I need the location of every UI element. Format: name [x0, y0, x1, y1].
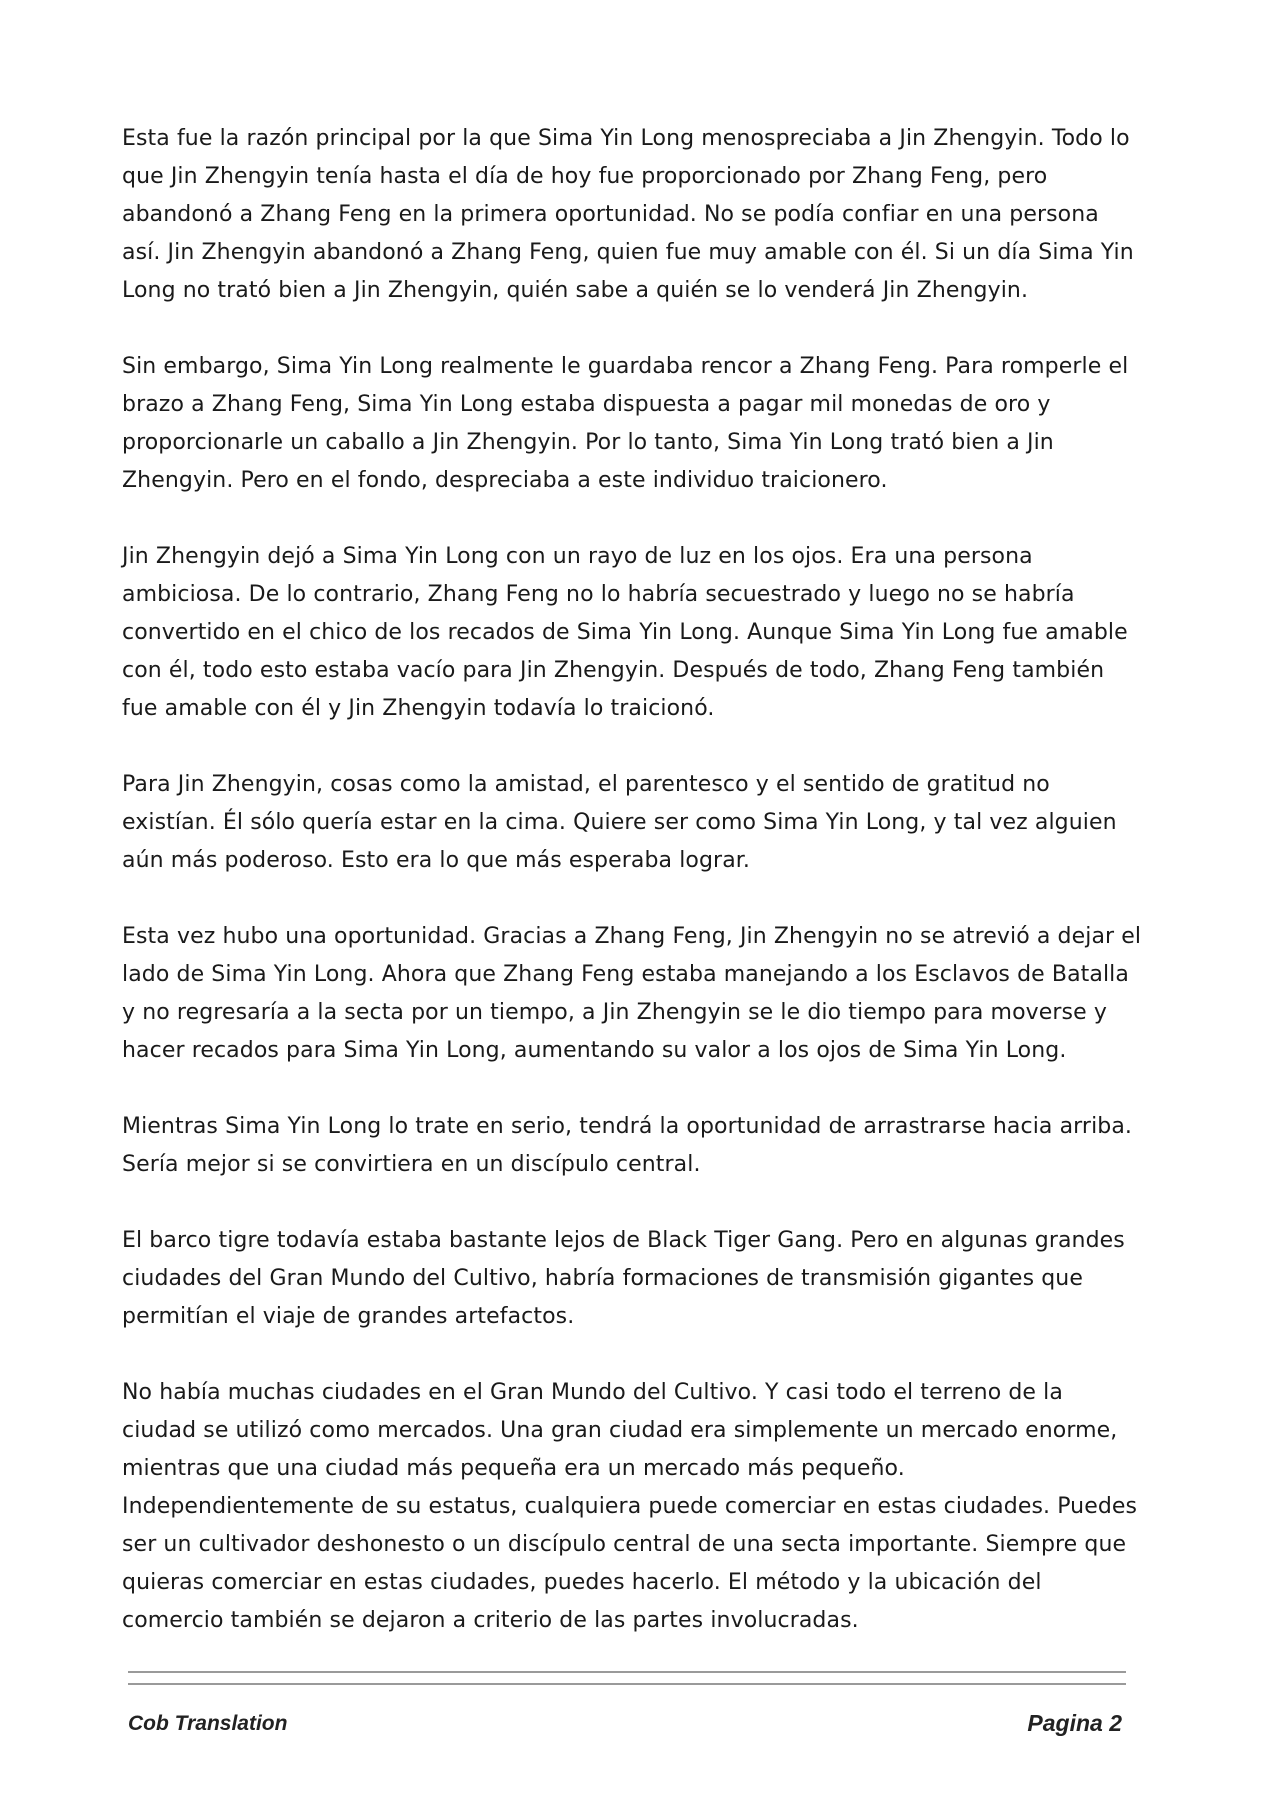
footer-translator-name: Cob Translation [128, 1712, 288, 1735]
paragraph: Esta vez hubo una oportunidad. Gracias a Zhang Feng, Jin Zhengyin no se atrevió a dejar el lado de Sima Yin Long. Ahora que Zhang Feng estaba manejando a los Esclavos de Batalla y no regresaría a la secta por un tiempo, a Jin Zhengyin se le dio tiempo para moverse y hacer recados para Sima Yin Long, aumentando su valor a los ojos de Sima Yin Long. [122, 924, 1142, 1063]
paragraph: No había muchas ciudades en el Gran Mundo del Cultivo. Y casi todo el terreno de la ciudad se utilizó como mercados. Una gran ciudad era simplemente un mercado enorme, mientras que una ciudad más pequeña era un mercado más pequeño. Independientemente de su estatus, cualquiera puede comerciar en estas ciudades. Puedes ser un cultivador deshonesto o un discípulo central de una secta importante. Siempre que quieras comerciar en estas ciudades, puedes hacerlo. El método y la ubicación del comercio también se dejaron a criterio de las partes involucradas. [122, 1380, 1138, 1633]
paragraph: Sin embargo, Sima Yin Long realmente le guardaba rencor a Zhang Feng. Para romperle el brazo a Zhang Feng, Sima Yin Long estaba dispuesta a pagar mil monedas de oro y proporcionarle un caballo a Jin Zhengyin. Por lo tanto, Sima Yin Long trató bien a Jin Zhengyin. Pero en el fondo, despreciaba a este individuo traicionero. [122, 354, 1129, 493]
paragraph: El barco tigre todavía estaba bastante lejos de Black Tiger Gang. Pero en algunas grandes ciudades del Gran Mundo del Cultivo, habría formaciones de transmisión gigantes que permitían el viaje de grandes artefactos. [122, 1228, 1125, 1329]
footer-divider-top [128, 1671, 1126, 1673]
body-text [122, 120, 1142, 1678]
paragraph: Jin Zhengyin dejó a Sima Yin Long con un rayo de luz en los ojos. Era una persona ambiciosa. De lo contrario, Zhang Feng no lo habría secuestrado y luego no se habría convertido en el chico de los recados de Sima Yin Long. Aunque Sima Yin Long fue amable con él, todo esto estaba vacío para Jin Zhengyin. Después de todo, Zhang Feng también fue amable con él y Jin Zhengyin todavía lo traicionó. [122, 544, 1128, 721]
footer-divider-bottom [128, 1683, 1126, 1685]
paragraph: Esta fue la razón principal por la que Sima Yin Long menospreciaba a Jin Zhengyin. Todo lo que Jin Zhengyin tenía hasta el día de hoy fue proporcionado por Zhang Feng, pero abandonó a Zhang Feng en la primera oportunidad. No se podía confiar en una persona así. Jin Zhengyin abandonó a Zhang Feng, quien fue muy amable con él. Si un día Sima Yin Long no trató bien a Jin Zhengyin, quién sabe a quién se lo venderá Jin Zhengyin. [122, 126, 1134, 303]
paragraph: Para Jin Zhengyin, cosas como la amistad, el parentesco y el sentido de gratitud no existían. Él sólo quería estar en la cima. Quiere ser como Sima Yin Long, y tal vez alguien aún más poderoso. Esto era lo que más esperaba lograr. [122, 772, 1117, 873]
paragraph: Mientras Sima Yin Long lo trate en serio, tendrá la oportunidad de arrastrarse hacia arriba. Sería mejor si se convirtiera en un discípulo central. [122, 1114, 1133, 1177]
footer-page-number: Pagina 2 [1027, 1710, 1122, 1736]
